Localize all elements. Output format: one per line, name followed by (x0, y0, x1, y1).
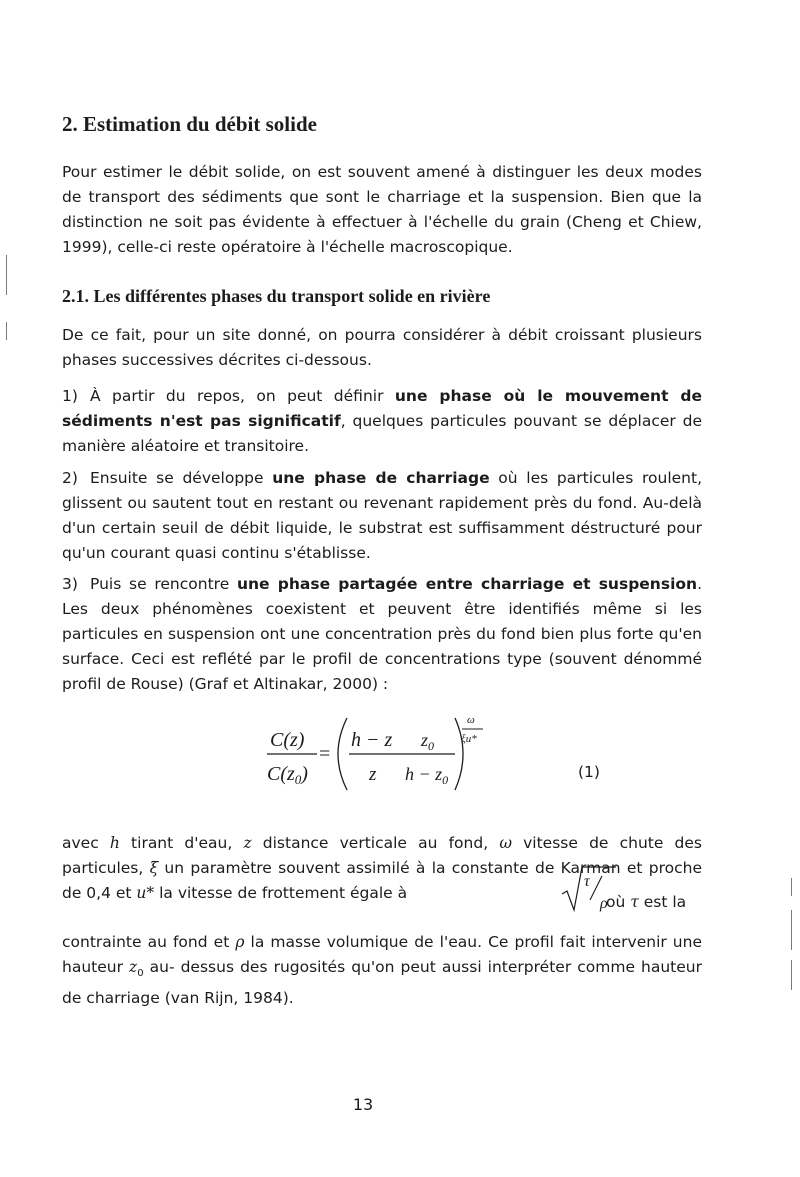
eq-lhs-numerator: C(z) (270, 729, 305, 751)
list-item-text: où les particules roulent, glissent ou sautent tout en restant ou revenant rapidement près du fond. Au-delà d'un certain seuil de débit liquide, le substrat est suffisamment déstructuré pour qu'un courant quasi continu s'établisse. (62, 469, 702, 562)
list-item (62, 384, 702, 459)
list-item-text: Puis se rencontre (90, 575, 237, 593)
eq-t2-denominator: $h - z_0$ (405, 764, 449, 787)
subsection-title: 2.1. Les différentes phases du transport solide en rivière (62, 286, 491, 306)
section-title: 2. Estimation du débit solide (62, 112, 317, 136)
list-item-text: Ensuite se développe (90, 469, 273, 487)
symbol-h: h (109, 834, 120, 852)
list-item-number: 2) (62, 469, 78, 487)
list-item-highlight: une phase où le mouvement de sédiments n'est pas significatif (62, 387, 702, 430)
eq-exponent-numerator: ω (467, 714, 475, 727)
list-item-number: 1) (62, 387, 78, 405)
scan-mark (6, 255, 7, 295)
symbol-z0: z (129, 958, 138, 976)
subsection-intro: De ce fait, pour un site donné, on pourra considérer à débit croissant plusieurs phases successives décrites ci-dessous. (62, 326, 702, 369)
list-item-text: À partir du repos, on peut définir (90, 387, 395, 405)
eq-equals: = (319, 743, 331, 765)
equation-number: (1) (578, 763, 600, 781)
list-item-highlight: une phase de charriage (272, 469, 490, 487)
symbol-tau: τ (630, 893, 639, 911)
list-item (62, 572, 702, 697)
list-item (62, 466, 702, 566)
list-item-text: . Les deux phénomènes coexistent et peuvent être identifiés même si les particules en suspension ont une concentration près du fond bien plus forte qu'en surface. Ceci est reflété par le profil de concentrations type (souvent dénommé profil de Rouse) (Graf et Altinakar, 2000) : (62, 575, 702, 693)
symbol-omega: ω (499, 834, 512, 852)
list-item-text: , quelques particules pouvant se déplacer de manière aléatoire et transitoire. (62, 412, 702, 455)
page-number: 13 (352, 1095, 374, 1114)
list-item-highlight: une phase partagée entre charriage et suspension (236, 575, 698, 593)
rouse-equation (255, 712, 605, 792)
symbol-rho: ρ (235, 933, 245, 951)
scan-mark (6, 322, 7, 340)
eq-exponent-denominator: ξu* (461, 733, 477, 745)
scan-mark (791, 910, 792, 950)
eq-t2-numerator: $z_0$ (421, 730, 435, 753)
symbol-ustar: u* (136, 884, 155, 902)
list-item-number: 3) (62, 575, 78, 593)
scan-mark (791, 878, 792, 896)
scan-mark (791, 960, 792, 990)
sqrt-denominator: ρ (600, 895, 608, 912)
symbol-xi: ξ (149, 859, 159, 877)
eq-lhs-denominator: $C(z_0)$ (267, 763, 308, 787)
intro-paragraph: Pour estimer le débit solide, on est souvent amené à distinguer les deux modes de transport des sédiments que sont le charriage et la suspension. Bien que la distinction ne soit pas évidente à effectuer à l'échelle du grain (Cheng et Chiew, 1999), celle-ci reste opératoire à l'échelle macroscopique. (62, 163, 702, 256)
eq-t1-numerator: h − z (351, 729, 393, 751)
variables-tail: où τ est la (606, 893, 687, 911)
variables-paragraph-part1: avec h tirant d'eau, z distance verticale au fond, ω vitesse de chute des particules, ξ un paramètre souvent assimilé à la constante de Karman et proche de 0,4 et u* la vitesse de frottement égale à (62, 834, 703, 902)
variables-paragraph-part2: contrainte au fond et ρ la masse volumique de l'eau. Ce profil fait intervenir une hauteur $z_0$ au- dessus des rugosités qu'on peut aussi interpréter comme hauteur de charriage (van Rijn, 1984). (62, 933, 702, 1008)
symbol-z: z (243, 834, 252, 852)
sqrt-numerator: τ (584, 873, 590, 890)
eq-t1-denominator: z (369, 764, 377, 785)
